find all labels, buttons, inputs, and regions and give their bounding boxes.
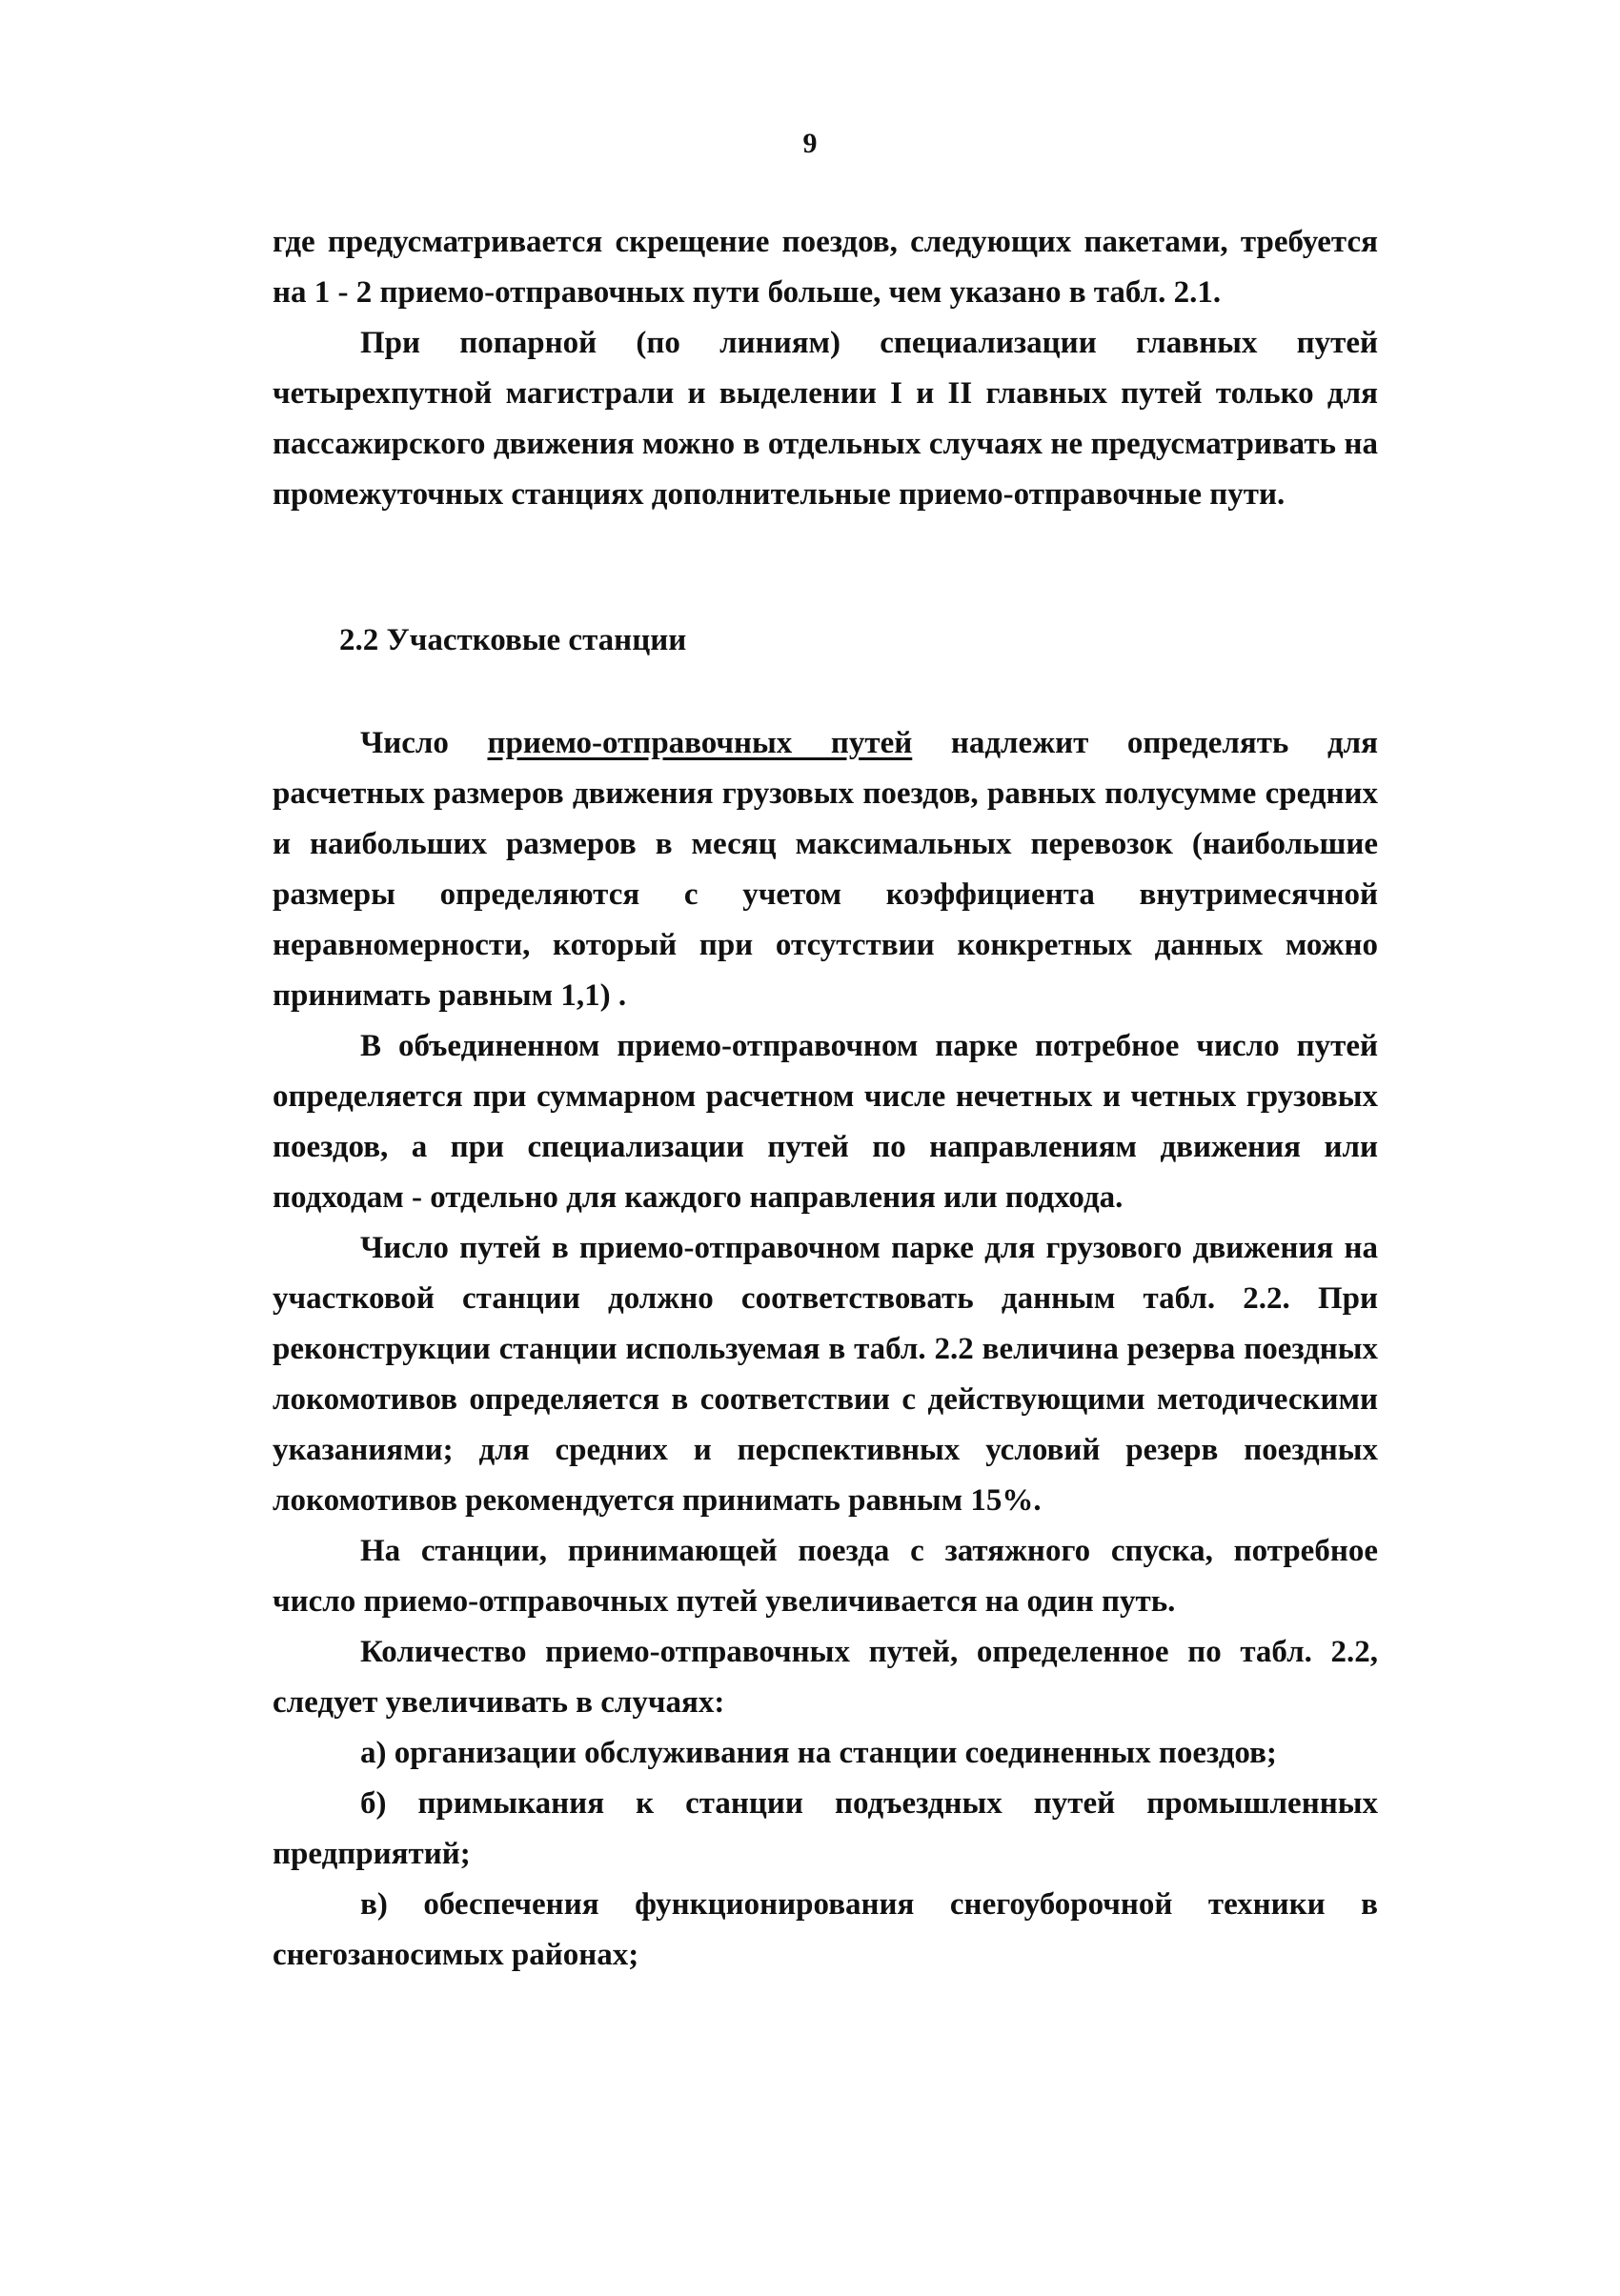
section-2-body [273,718,1378,1981]
list-item: б) примыкания к станции подъездных путей промышленных предприятий; [273,1786,1378,1871]
section-1-body [273,217,1378,520]
paragraph-track-count [273,718,1378,1021]
paragraph-freight-park: Число путей в приемо-отправочном парке для грузового движения на участковой станции должно соответствовать данным табл. 2.2. При реконструкции станции используемая в табл. 2.2 величина резерва поездных локомотивов определяется в соответствии с действующими методическими указаниями; для средних и перспективных условий резерв поездных локомотивов рекомендуется принимать равным 15%. [273,1231,1378,1518]
paragraph-main-tracks: При попарной (по линиям) специализации главных путей четырехпутной магистрали и выделении I и II главных путей только для пассажирского движения можно в отдельных случаях не предусматривать на промежуточных станциях дополнительные приемо-отправочные пути. [273,326,1378,512]
section-heading: 2.2 Участковые станции [339,623,687,657]
paragraph-combined-park: В объединенном приемо-отправочном парке потребное число путей определяется при суммарном расчетном числе нечетных и четных грузовых поездов, а при специализации путей по направлениям движения или подходам - отдельно для каждого направления или подхода. [273,1029,1378,1215]
paragraph-descent: На станции, принимающей поезда с затяжного спуска, потребное число приемо-отправочных путей увеличивается на один путь. [273,1534,1378,1619]
list-item: а) организации обслуживания на станции соединенных поездов; [360,1736,1277,1770]
page-number: 9 [802,128,818,159]
list-item: в) обеспечения функционирования снегоуборочной техники в снегозаносимых районах; [273,1887,1378,1972]
paragraph-text: Число [360,726,488,760]
underlined-term: приемо-отправочных путей [487,726,913,760]
paragraph-increase-cases: Количество приемо-отправочных путей, определенное по табл. 2.2, следует увеличивать в случаях: [273,1635,1378,1720]
paragraph-text: надлежит определять для расчетных размеров движения грузовых поездов, равных полусумме средних и наибольших размеров в месяц максимальных перевозок (наибольшие размеры определяются с учетом коэффициента внутримесячной неравномерности, который при отсутствии конкретных данных можно принимать равным 1,1) . [273,726,1379,1013]
paragraph-continuation: где предусматривается скрещение поездов, следующих пакетами, требуется на 1 - 2 приемо-отправочных пути больше, чем указано в табл. 2.1. [273,225,1378,310]
